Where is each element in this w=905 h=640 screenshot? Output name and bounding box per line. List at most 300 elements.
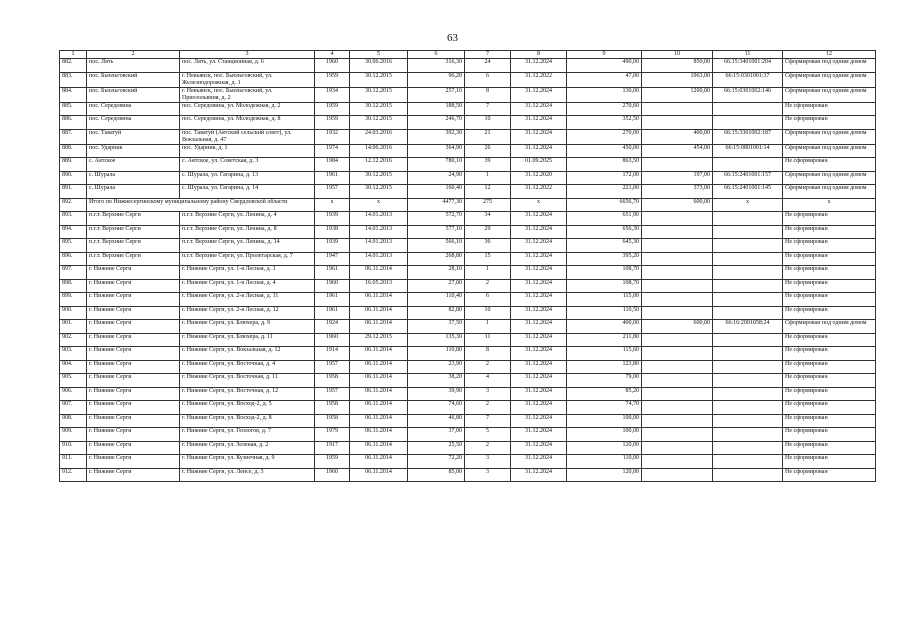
address-cell: пос. Лять, ул. Станционная, д. 6 — [180, 59, 315, 73]
table-row — [60, 225, 876, 239]
area-cell: 188,50 — [408, 102, 465, 116]
settlement-cell: с. Шурала — [87, 171, 180, 185]
settlement-cell: п.г.т. Верхние Серги — [87, 212, 180, 226]
cadastral-number-cell — [713, 441, 783, 455]
year-built-cell: 1958 — [315, 414, 350, 428]
settlement-cell: г. Нижние Серги — [87, 293, 180, 307]
date-recognized-cell: 06.11.2014 — [350, 293, 408, 307]
row-number: 898. — [60, 279, 87, 293]
residents-cell: 4 — [465, 374, 511, 388]
plot-area-cell — [642, 455, 713, 469]
row-number: 908. — [60, 414, 87, 428]
year-built-cell: x — [315, 198, 350, 212]
year-built-cell: 1961 — [315, 306, 350, 320]
row-number: 909. — [60, 428, 87, 442]
land-area-cell: 115,00 — [567, 293, 642, 307]
settlement-cell: пос. Середовина — [87, 102, 180, 116]
date-recognized-cell: 29.12.2015 — [350, 333, 408, 347]
land-status-cell: Сформирован под одним домом — [783, 320, 876, 334]
deadline-cell: 31.12.2024 — [511, 387, 567, 401]
residents-cell: 26 — [465, 144, 511, 158]
year-built-cell: 1959 — [315, 116, 350, 130]
table-row — [60, 116, 876, 130]
date-recognized-cell: 16.05.2013 — [350, 279, 408, 293]
area-cell: 577,10 — [408, 225, 465, 239]
land-area-cell: 123,80 — [567, 360, 642, 374]
column-header: 7 — [465, 51, 511, 59]
date-recognized-cell: 30.12.2015 — [350, 87, 408, 102]
land-area-cell: 863,50 — [567, 158, 642, 172]
address-cell: г. Невьянск, пос. Бьюльговский, ул. Железнодорожная, д. 1 — [180, 72, 315, 87]
year-built-cell: 1958 — [315, 374, 350, 388]
plot-area-cell — [642, 441, 713, 455]
year-built-cell: 1957 — [315, 387, 350, 401]
year-built-cell: 1979 — [315, 428, 350, 442]
row-number: 902. — [60, 333, 87, 347]
year-built-cell: 1914 — [315, 347, 350, 361]
land-area-cell: 651,90 — [567, 212, 642, 226]
address-cell: г. Нижние Серги, ул. Ленсе, д. 3 — [180, 468, 315, 482]
settlement-cell: г. Нижние Серги — [87, 306, 180, 320]
land-status-cell: Не сформирован — [783, 225, 876, 239]
date-recognized-cell: 06.11.2014 — [350, 468, 408, 482]
plot-area-cell — [642, 102, 713, 116]
table-row — [60, 266, 876, 280]
year-built-cell: 1960 — [315, 333, 350, 347]
land-area-cell: 130,00 — [567, 87, 642, 102]
residents-cell: 6 — [465, 72, 511, 87]
land-status-cell: Сформирован под одним домом — [783, 144, 876, 158]
row-number: 905. — [60, 374, 87, 388]
residents-cell: 10 — [465, 116, 511, 130]
land-area-cell: 490,00 — [567, 59, 642, 73]
table-row — [60, 87, 876, 102]
address-cell: г. Нижние Серги, ул. Геологов, д. 7 — [180, 428, 315, 442]
settlement-cell: г. Нижние Серги — [87, 333, 180, 347]
area-cell: 27,00 — [408, 279, 465, 293]
residents-cell: 6 — [465, 293, 511, 307]
table-row — [60, 158, 876, 172]
land-status-cell: Не сформирован — [783, 387, 876, 401]
row-number: 883. — [60, 72, 87, 87]
plot-area-cell — [642, 387, 713, 401]
area-cell: 160,40 — [408, 185, 465, 199]
row-number: 887. — [60, 129, 87, 144]
cadastral-number-cell — [713, 158, 783, 172]
land-area-cell: 352,50 — [567, 116, 642, 130]
year-built-cell: 1924 — [315, 320, 350, 334]
table-row — [60, 252, 876, 266]
date-recognized-cell: 06.11.2014 — [350, 455, 408, 469]
year-built-cell: 1939 — [315, 212, 350, 226]
residents-cell: 2 — [465, 441, 511, 455]
plot-area-cell: 373,00 — [642, 185, 713, 199]
cadastral-number-cell: 66:15:0301002:146 — [713, 87, 783, 102]
year-built-cell: 1958 — [315, 401, 350, 415]
land-status-cell: Не сформирован — [783, 158, 876, 172]
column-number-row — [60, 51, 876, 59]
land-status-cell: Не сформирован — [783, 333, 876, 347]
table-row — [60, 387, 876, 401]
land-area-cell: 120,00 — [567, 441, 642, 455]
address-cell: с. Аятское, ул. Советская, д. 3 — [180, 158, 315, 172]
settlement-cell: г. Нижние Серги — [87, 401, 180, 415]
plot-area-cell: 197,00 — [642, 171, 713, 185]
land-status-cell: Не сформирован — [783, 401, 876, 415]
residents-cell: 36 — [465, 239, 511, 253]
date-recognized-cell: 06.11.2014 — [350, 320, 408, 334]
deadline-cell: 31.12.2024 — [511, 252, 567, 266]
land-area-cell: 221,00 — [567, 185, 642, 199]
year-built-cell: 1974 — [315, 144, 350, 158]
area-cell: 82,80 — [408, 306, 465, 320]
land-area-cell: 172,00 — [567, 171, 642, 185]
deadline-cell: 31.12.2024 — [511, 225, 567, 239]
date-recognized-cell: 06.11.2014 — [350, 387, 408, 401]
settlement-cell: п.г.т. Верхние Серги — [87, 239, 180, 253]
housing-registry-table — [59, 50, 876, 482]
residents-cell: 275 — [465, 198, 511, 212]
cadastral-number-cell: 66:15:3401001:204 — [713, 59, 783, 73]
deadline-cell: 31.12.2020 — [511, 171, 567, 185]
year-built-cell: 1932 — [315, 129, 350, 144]
date-recognized-cell: 14.01.2013 — [350, 212, 408, 226]
row-number: 897. — [60, 266, 87, 280]
plot-area-cell — [642, 279, 713, 293]
deadline-cell: 31.12.2024 — [511, 279, 567, 293]
date-recognized-cell: 14.01.2013 — [350, 225, 408, 239]
table-row — [60, 455, 876, 469]
settlement-cell: г. Нижние Серги — [87, 347, 180, 361]
area-cell: 392,30 — [408, 129, 465, 144]
date-recognized-cell: 30.12.2015 — [350, 116, 408, 130]
address-cell: п.г.т. Верхние Серги, ул. Ленина, д. 4 — [180, 212, 315, 226]
land-area-cell: 211,80 — [567, 333, 642, 347]
address-cell: г. Нижние Серги, ул. Кузнечная, д. 9 — [180, 455, 315, 469]
date-recognized-cell: 14.01.2013 — [350, 252, 408, 266]
land-area-cell: 47,00 — [567, 72, 642, 87]
date-recognized-cell: 06.11.2014 — [350, 347, 408, 361]
deadline-cell: 31.12.2024 — [511, 401, 567, 415]
land-status-cell: x — [783, 198, 876, 212]
table-row — [60, 468, 876, 482]
settlement-cell: г. Нижние Серги — [87, 455, 180, 469]
land-status-cell: Сформирован под одним домом — [783, 185, 876, 199]
settlement-cell: пос. Таватуй — [87, 129, 180, 144]
plot-area-cell — [642, 428, 713, 442]
area-cell: 37,00 — [408, 428, 465, 442]
deadline-cell: 31.12.2024 — [511, 468, 567, 482]
address-cell: г. Нижние Серги, ул. Блюхера, д. 11 — [180, 333, 315, 347]
land-status-cell: Не сформирован — [783, 116, 876, 130]
cadastral-number-cell — [713, 360, 783, 374]
residents-cell: 21 — [465, 129, 511, 144]
cadastral-number-cell — [713, 468, 783, 482]
deadline-cell: 31.12.2024 — [511, 374, 567, 388]
land-area-cell: 74,70 — [567, 401, 642, 415]
cadastral-number-cell — [713, 401, 783, 415]
settlement-cell: г. Нижние Серги — [87, 414, 180, 428]
table-row — [60, 171, 876, 185]
address-cell: г. Нижние Серги, ул. Вокзальная, д. 12 — [180, 347, 315, 361]
plot-area-cell — [642, 347, 713, 361]
land-status-cell: Не сформирован — [783, 279, 876, 293]
area-cell: 37,50 — [408, 320, 465, 334]
land-status-cell: Не сформирован — [783, 374, 876, 388]
plot-area-cell: 1200,00 — [642, 87, 713, 102]
area-cell: 110,80 — [408, 347, 465, 361]
settlement-cell: г. Нижние Серги — [87, 320, 180, 334]
date-recognized-cell: 30.12.2015 — [350, 102, 408, 116]
settlement-cell: пос. Лять — [87, 59, 180, 73]
column-header: 2 — [87, 51, 180, 59]
table-row — [60, 144, 876, 158]
residents-cell: 2 — [465, 279, 511, 293]
deadline-cell: 31.12.2024 — [511, 441, 567, 455]
date-recognized-cell: 30.12.2015 — [350, 72, 408, 87]
address-cell: г. Нижние Серги, ул. Восход-2, д. 8 — [180, 414, 315, 428]
date-recognized-cell: 06.11.2014 — [350, 306, 408, 320]
address-cell: с. Шурала, ул. Гагарина, д. 14 — [180, 185, 315, 199]
table-row — [60, 212, 876, 226]
settlement-cell: г. Нижние Серги — [87, 374, 180, 388]
table-row — [60, 401, 876, 415]
land-area-cell: 656,30 — [567, 225, 642, 239]
deadline-cell: 01.09.2025 — [511, 158, 567, 172]
address-cell: г. Нижние Серги, ул. 1-я Лесная, д. 1 — [180, 266, 315, 280]
cadastral-number-cell — [713, 239, 783, 253]
column-header: 9 — [567, 51, 642, 59]
date-recognized-cell: 06.11.2014 — [350, 414, 408, 428]
land-status-cell: Не сформирован — [783, 266, 876, 280]
cadastral-number-cell — [713, 387, 783, 401]
date-recognized-cell: 06.11.2014 — [350, 374, 408, 388]
area-cell: 25,50 — [408, 441, 465, 455]
row-number: 906. — [60, 387, 87, 401]
column-header: 8 — [511, 51, 567, 59]
settlement-cell: г. Нижние Серги — [87, 266, 180, 280]
land-area-cell: 115,60 — [567, 347, 642, 361]
row-number: 904. — [60, 360, 87, 374]
date-recognized-cell: 24.03.2016 — [350, 129, 408, 144]
address-cell: пос. Таватуй (Аятский сельский совет), ул. Вокзальная, д. 47 — [180, 129, 315, 144]
cadastral-number-cell — [713, 102, 783, 116]
column-header: 6 — [408, 51, 465, 59]
table-row — [60, 441, 876, 455]
column-header: 3 — [180, 51, 315, 59]
area-cell: 110,40 — [408, 293, 465, 307]
cadastral-number-cell — [713, 212, 783, 226]
date-recognized-cell: 12.12.2016 — [350, 158, 408, 172]
table-row — [60, 102, 876, 116]
deadline-cell: 31.12.2024 — [511, 266, 567, 280]
cadastral-number-cell: 66:15:2401001:157 — [713, 171, 783, 185]
area-cell: 28,10 — [408, 266, 465, 280]
cadastral-number-cell — [713, 428, 783, 442]
land-area-cell: 6656,70 — [567, 198, 642, 212]
land-area-cell: 79,00 — [567, 374, 642, 388]
settlement-cell: с. Шурала — [87, 185, 180, 199]
land-area-cell: 120,00 — [567, 468, 642, 482]
deadline-cell: 31.12.2022 — [511, 185, 567, 199]
settlement-cell: г. Нижние Серги — [87, 387, 180, 401]
row-number: 910. — [60, 441, 87, 455]
residents-cell: 2 — [465, 360, 511, 374]
plot-area-cell — [642, 116, 713, 130]
column-header: 11 — [713, 51, 783, 59]
date-recognized-cell: 06.11.2014 — [350, 360, 408, 374]
residents-cell: 8 — [465, 87, 511, 102]
area-cell: 566,10 — [408, 239, 465, 253]
settlement-cell: Итого по Нижнесергинскому муниципальному району Свердловской области — [87, 198, 315, 212]
land-area-cell: 110,00 — [567, 455, 642, 469]
land-area-cell: 108,70 — [567, 279, 642, 293]
address-cell: пос. Середовина, ул. Молодежная, д. 8 — [180, 116, 315, 130]
address-cell: г. Нижние Серги, ул. 2-я Лесная, д. 11 — [180, 293, 315, 307]
area-cell: 96,20 — [408, 72, 465, 87]
year-built-cell: 1938 — [315, 225, 350, 239]
settlement-cell: г. Нижние Серги — [87, 468, 180, 482]
year-built-cell: 1947 — [315, 252, 350, 266]
plot-area-cell — [642, 468, 713, 482]
land-status-cell: Не сформирован — [783, 293, 876, 307]
table-row — [60, 279, 876, 293]
area-cell: 316,30 — [408, 59, 465, 73]
deadline-cell: 31.12.2024 — [511, 320, 567, 334]
land-status-cell: Не сформирован — [783, 306, 876, 320]
row-number: 890. — [60, 171, 87, 185]
residents-cell: 1 — [465, 320, 511, 334]
date-recognized-cell: 06.11.2014 — [350, 266, 408, 280]
plot-area-cell — [642, 293, 713, 307]
table-row — [60, 198, 876, 212]
plot-area-cell — [642, 212, 713, 226]
land-area-cell: 270,00 — [567, 129, 642, 144]
land-area-cell: 100,00 — [567, 428, 642, 442]
table-row — [60, 428, 876, 442]
land-status-cell: Сформирован под одним домом — [783, 59, 876, 73]
land-status-cell: Не сформирован — [783, 455, 876, 469]
table-row — [60, 320, 876, 334]
deadline-cell: 31.12.2024 — [511, 239, 567, 253]
settlement-cell: с. Аятское — [87, 158, 180, 172]
area-cell: 38,20 — [408, 374, 465, 388]
cadastral-number-cell: 66:16:2001058:24 — [713, 320, 783, 334]
area-cell: 135,30 — [408, 333, 465, 347]
year-built-cell: 1961 — [315, 293, 350, 307]
date-recognized-cell: 14.01.2013 — [350, 239, 408, 253]
land-status-cell: Сформирован под одним домом — [783, 87, 876, 102]
settlement-cell: г. Нижние Серги — [87, 360, 180, 374]
settlement-cell: п.г.т. Верхние Серги — [87, 252, 180, 266]
row-number: 901. — [60, 320, 87, 334]
cadastral-number-cell: 66:15:3301002:187 — [713, 129, 783, 144]
land-status-cell: Не сформирован — [783, 414, 876, 428]
residents-cell: 3 — [465, 455, 511, 469]
land-area-cell: 110,50 — [567, 306, 642, 320]
date-recognized-cell: 30.06.2016 — [350, 59, 408, 73]
residents-cell: 1 — [465, 266, 511, 280]
deadline-cell: 31.12.2024 — [511, 293, 567, 307]
address-cell: г. Нижние Серги, ул. Восход-2, д. 5 — [180, 401, 315, 415]
residents-cell: 3 — [465, 387, 511, 401]
cadastral-number-cell — [713, 306, 783, 320]
plot-area-cell — [642, 333, 713, 347]
address-cell: п.г.т. Верхние Серги, ул. Пролетарская, д. 7 — [180, 252, 315, 266]
page-number: 63 — [447, 32, 458, 44]
deadline-cell: 31.12.2024 — [511, 212, 567, 226]
cadastral-number-cell — [713, 225, 783, 239]
column-header: 10 — [642, 51, 713, 59]
plot-area-cell: 454,00 — [642, 144, 713, 158]
row-number: 891. — [60, 185, 87, 199]
residents-cell: 15 — [465, 252, 511, 266]
plot-area-cell — [642, 239, 713, 253]
cadastral-number-cell — [713, 414, 783, 428]
cadastral-number-cell — [713, 252, 783, 266]
address-cell: г. Нижние Серги, ул. 1-я Лесная, д. 4 — [180, 279, 315, 293]
address-cell: г. Нижние Серги, ул. Блюхера, д. 9 — [180, 320, 315, 334]
row-number: 888. — [60, 144, 87, 158]
row-number: 893. — [60, 212, 87, 226]
settlement-cell: г. Нижние Серги — [87, 441, 180, 455]
deadline-cell: 31.12.2024 — [511, 414, 567, 428]
column-header: 12 — [783, 51, 876, 59]
address-cell: г. Нижние Серги, ул. 2-я Лесная, д. 12 — [180, 306, 315, 320]
plot-area-cell: 600,00 — [642, 320, 713, 334]
residents-cell: 8 — [465, 347, 511, 361]
cadastral-number-cell — [713, 116, 783, 130]
deadline-cell: 31.12.2024 — [511, 360, 567, 374]
deadline-cell: 31.12.2024 — [511, 428, 567, 442]
residents-cell: 39 — [465, 158, 511, 172]
area-cell: 74,60 — [408, 401, 465, 415]
land-status-cell: Не сформирован — [783, 102, 876, 116]
row-number: 894. — [60, 225, 87, 239]
cadastral-number-cell: 66:15:0801001:14 — [713, 144, 783, 158]
table-row — [60, 185, 876, 199]
row-number: 900. — [60, 306, 87, 320]
residents-cell: 2 — [465, 401, 511, 415]
row-number: 896. — [60, 252, 87, 266]
cadastral-number-cell — [713, 347, 783, 361]
deadline-cell: 31.12.2024 — [511, 129, 567, 144]
date-recognized-cell: 06.11.2014 — [350, 428, 408, 442]
address-cell: пос. Ударник, д. 1 — [180, 144, 315, 158]
plot-area-cell: 1963,00 — [642, 72, 713, 87]
year-built-cell: 1959 — [315, 72, 350, 87]
cadastral-number-cell — [713, 455, 783, 469]
deadline-cell: 31.12.2024 — [511, 306, 567, 320]
year-built-cell: 1960 — [315, 279, 350, 293]
row-number: 899. — [60, 293, 87, 307]
row-number: 911. — [60, 455, 87, 469]
residents-cell: 10 — [465, 306, 511, 320]
land-status-cell: Сформирован под одним домом — [783, 129, 876, 144]
deadline-cell: 31.12.2024 — [511, 333, 567, 347]
residents-cell: 29 — [465, 225, 511, 239]
row-number: 912. — [60, 468, 87, 482]
land-status-cell: Сформирован под одним домом — [783, 72, 876, 87]
plot-area-cell — [642, 374, 713, 388]
address-cell: г. Невьянск, пос. Бьюльговский, ул. Приозольвиня, д. 2 — [180, 87, 315, 102]
settlement-cell: г. Нижние Серги — [87, 428, 180, 442]
residents-cell: 3 — [465, 468, 511, 482]
column-header: 1 — [60, 51, 87, 59]
year-built-cell: 1957 — [315, 360, 350, 374]
settlement-cell: пос. Бьюльговский — [87, 72, 180, 87]
year-built-cell: 1960 — [315, 59, 350, 73]
